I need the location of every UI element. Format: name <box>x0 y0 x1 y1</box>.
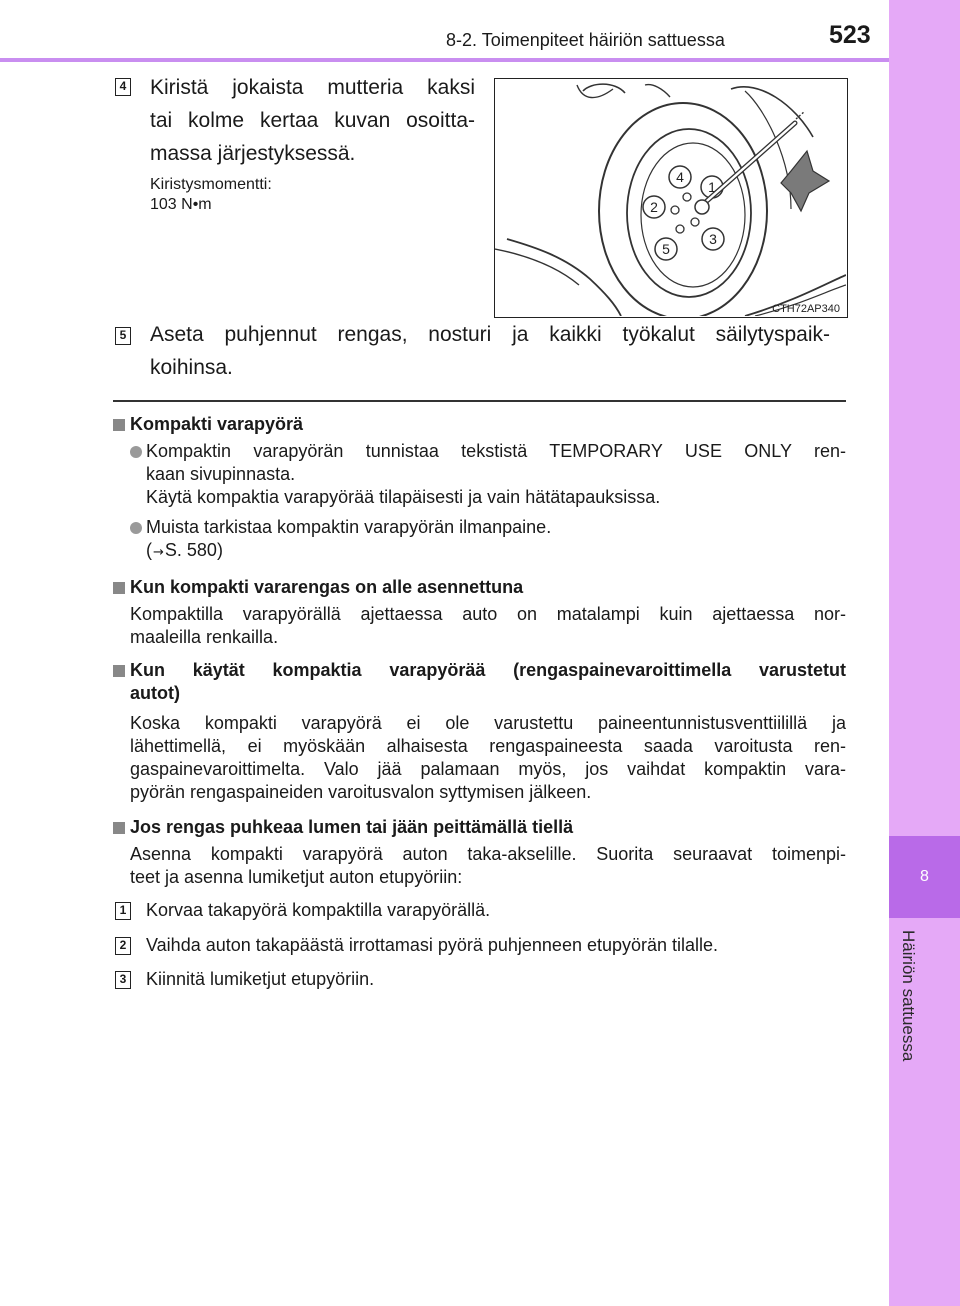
note-heading <box>130 659 846 705</box>
step-4-text <box>150 71 475 170</box>
chapter-number: 8 <box>920 868 929 885</box>
torque-label: Kiristysmomentti: <box>150 176 272 193</box>
chapter-sidebar <box>889 0 960 1306</box>
note-heading: Jos rengas puhkeaa lumen tai jään peittämällä tiellä <box>130 817 574 837</box>
text-line: Aseta puhjennut rengas, nosturi ja kaikki työkalut säilytyspaik- <box>150 323 830 346</box>
bullet-text <box>146 516 846 564</box>
nut-label: 5 <box>662 241 670 257</box>
ref-text: S. 580) <box>164 540 223 560</box>
heading-marker <box>113 582 125 594</box>
heading-marker <box>113 822 125 834</box>
nut-label: 3 <box>709 231 717 247</box>
heading-marker <box>113 665 125 677</box>
text-line: tai kolme kertaa kuvan osoitta- <box>150 109 475 132</box>
text-line: Koska kompakti varapyörä ei ole varustettu paineentunnistusventtiilillä ja <box>130 713 846 733</box>
text-line: Kompaktin varapyörän tunnistaa tekstistä TEMPORARY USE ONLY ren- <box>146 441 846 461</box>
text-line: Asenna kompakti varapyörä auton taka-akselille. Suorita seuraavat toimenpi- <box>130 844 846 864</box>
chapter-title: Häiriön sattuessa <box>899 930 918 1062</box>
ref-paren: ( <box>146 540 152 560</box>
step-number-badge: 2 <box>115 937 131 955</box>
text-line: massa järjestyksessä. <box>150 142 356 165</box>
text-line: Kun käytät kompaktia varapyörää (rengaspainevaroittimella varustetut <box>130 660 846 680</box>
step-number-badge: 3 <box>115 971 131 989</box>
wheel-illustration <box>495 79 846 316</box>
text-line: Käytä kompaktia varapyörää tilapäisesti ja vain hätätapauksissa. <box>146 487 661 507</box>
chapter-number-tab[interactable] <box>889 836 960 918</box>
step-number-badge: 5 <box>115 327 131 345</box>
nut-label: 2 <box>650 199 658 215</box>
text-line: Kiristä jokaista mutteria kaksi <box>150 76 475 99</box>
step-number-badge: 1 <box>115 902 131 920</box>
section-title: 8-2. Toimenpiteet häiriön sattuessa <box>446 30 725 50</box>
note-heading: Kun kompakti vararengas on alle asennettuna <box>130 577 524 597</box>
note-body <box>130 712 846 804</box>
step-number-badge: 4 <box>115 78 131 96</box>
heading-marker <box>113 419 125 431</box>
note-heading: Kompakti varapyörä <box>130 414 304 434</box>
text-line: gaspainevaroittimelta. Valo jää palamaan myös, jos vaihdat kompaktin vara- <box>130 759 846 779</box>
nut-label: 4 <box>676 169 684 185</box>
step-5-text <box>150 318 830 384</box>
torque-info <box>150 175 272 215</box>
text-line: autot) <box>130 683 180 703</box>
header-rule <box>0 58 889 62</box>
text-line: maaleilla renkailla. <box>130 627 279 647</box>
nut-label: 1 <box>708 179 716 195</box>
page-reference[interactable] <box>146 539 846 564</box>
bullet-text <box>146 440 846 509</box>
wheel-nut-tightening-figure <box>494 78 848 318</box>
text-line: koihinsa. <box>150 356 233 379</box>
text-line: kaan sivupinnasta. <box>146 464 296 484</box>
arrow-right-icon: → <box>153 545 164 560</box>
text-line: pyörän rengaspaineiden varoitusvalon syttymisen jälkeen. <box>130 782 592 802</box>
note-body <box>130 843 846 889</box>
section-divider <box>113 400 846 402</box>
text-line: Kompaktilla varapyörällä ajettaessa auto on matalampi kuin ajettaessa nor- <box>130 604 846 624</box>
note-body <box>130 603 846 649</box>
bullet-marker <box>130 522 142 534</box>
page-number: 523 <box>829 21 871 49</box>
step-text: Kiinnitä lumiketjut etupyöriin. <box>146 969 375 989</box>
bullet-marker <box>130 446 142 458</box>
text-line: Muista tarkistaa kompaktin varapyörän ilmanpaine. <box>146 517 552 537</box>
text-line: lähettimellä, ei myöskään alhaisesta rengaspaineesta saada varoitusta ren- <box>130 736 846 756</box>
torque-value: 103 N•m <box>150 196 212 213</box>
text-line: teet ja asenna lumiketjut auton etupyöriin: <box>130 867 463 887</box>
figure-code: CTH72AP340 <box>772 303 840 315</box>
step-text: Korvaa takapyörä kompaktilla varapyörällä. <box>146 900 491 920</box>
step-text: Vaihda auton takapäästä irrottamasi pyörä puhjenneen etupyörän tilalle. <box>146 935 719 955</box>
